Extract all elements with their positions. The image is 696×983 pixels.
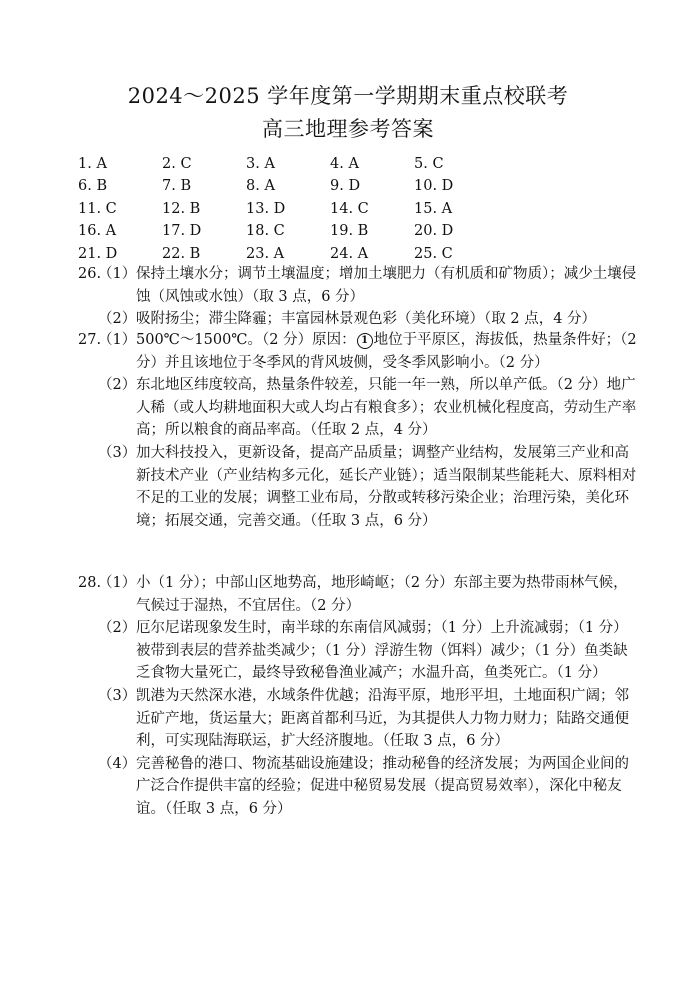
mc-answer: 21. D [78, 245, 118, 262]
answer-text-pre: 500℃～1500℃。（2 分）原因： [136, 332, 356, 348]
question-number: 26. [78, 266, 102, 282]
sub-answer [78, 308, 638, 331]
mc-answer: 11. C [78, 200, 117, 217]
question-26 [78, 263, 638, 331]
mc-answer: 12. B [162, 200, 201, 217]
mc-row [78, 175, 638, 197]
sub-answer-label: （1） [98, 266, 137, 282]
mc-answer: 4. A [330, 156, 359, 172]
multiple-choice-answers [78, 153, 638, 265]
mc-row [78, 220, 638, 242]
sub-answer-text: 保持土壤水分；调节土壤温度；增加土壤肥力（有机质和矿物质）；减少土壤侵蚀（风蚀或水蚀）（取 3 点，6 分） [136, 266, 637, 305]
sub-answer-label: （1） [98, 575, 137, 591]
exam-title: 2024～2025 学年度第一学期期末重点校联考 [127, 84, 569, 108]
sub-answer-text: 东北地区纬度较高，热量条件较差，只能一年一熟，所以单产低。（2 分）地广人稀（或人均耕地面积大或人均占有粮食多）；农业机械化程度高，劳动生产率高；所以粮食的商品率高。（任取 2 点，4 分） [136, 377, 637, 439]
mc-answer: 23. A [246, 245, 285, 262]
sub-answer-text: 完善秘鲁的港口、物流基础设施建设；推动秘鲁的经济发展；为两国企业间的广泛合作提供丰富的经验；促进中秘贸易发展（提高贸易效率），深化中秘友谊。（任取 3 点，6 分） [136, 755, 629, 817]
mc-answer: 7. B [162, 178, 192, 195]
sub-answer [78, 685, 638, 753]
sub-answer-label: （4） [98, 755, 137, 772]
mc-answer: 22. B [162, 245, 201, 262]
mc-answer: 17. D [162, 223, 202, 240]
sub-answer-text: 吸附扬尘；滞尘降霾；丰富园林景观色彩（美化环境）（取 2 点，4 分） [136, 311, 597, 328]
sub-answer [78, 329, 638, 374]
sub-answer-text [136, 329, 638, 374]
mc-answer: 3. A [246, 156, 275, 172]
sub-answer-text: 凯港为天然深水港，水域条件优越；沿海平原，地形平坦，土地面积广阔；邻近矿产地，货运量大；距离首都利马近，为其提供人力物力财力；陆路交通便利，可实现陆海联运，扩大经济腹地。（任取 3 点，6 分） [136, 687, 629, 750]
exam-subtitle: 高三地理参考答案 [262, 117, 434, 141]
answer-text-post: 地位于平原区，海拔低，热量条件好；（2 分）并且该地位于冬季风的背风坡侧，受冬季风影响小。（2 分） [136, 332, 637, 371]
mc-row [78, 198, 638, 220]
sub-answer-text: 加大科技投入，更新设备，提高产品质量；调整产业结构，发展第三产业和高新技术产业（产业结构多元化，延长产业链）；适当限制某些能耗大、原料相对不足的工业的发展；调整工业布局，分散或转移污染企业；治理污染，美化环境；拓展交通，完善交通。（任取 3 点，6 分） [136, 444, 637, 529]
mc-answer: 19. B [330, 223, 369, 240]
mc-answer: 16. A [78, 223, 117, 240]
question-28 [78, 572, 638, 821]
sub-answer-label: （3） [98, 444, 137, 461]
mc-answer: 18. C [246, 223, 285, 240]
mc-answer: 14. C [330, 200, 369, 217]
mc-row [78, 243, 638, 265]
mc-answer: 9. D [330, 178, 361, 195]
question-number: 28. [78, 575, 102, 591]
sub-answer-text: 厄尔尼诺现象发生时，南半球的东南信风减弱；（1 分）上升流减弱；（1 分）被带到表层的营养盐类减少；（1 分）浮游生物（饵料）减少；（1 分）鱼类缺乏食物大量死亡，最终导致秘鲁渔业减产；水温升高，鱼类死亡。（1 分） [136, 620, 628, 682]
mc-answer: 2. C [162, 156, 192, 172]
sub-answer [78, 753, 638, 821]
mc-answer: 8. A [246, 178, 275, 195]
sub-answer-label: （2） [98, 620, 137, 637]
sub-answer [78, 442, 638, 532]
circled-number-badge: 1 [357, 333, 373, 349]
mc-answer: 20. D [414, 223, 454, 240]
sub-answer-label: （2） [98, 311, 137, 328]
sub-answer-text: 小（1 分）；中部山区地势高，地形崎岖；（2 分）东部主要为热带雨林气候，气候过于湿热，不宜居住。（2 分） [136, 575, 628, 614]
sub-answer [78, 263, 638, 308]
mc-answer: 13. D [246, 200, 286, 217]
mc-answer: 25. C [414, 245, 453, 262]
mc-answer: 15. A [414, 200, 453, 217]
question-number: 27. [78, 332, 102, 348]
mc-answer: 6. B [78, 178, 108, 195]
mc-answer: 10. D [414, 178, 454, 195]
mc-answer: 5. C [414, 156, 444, 172]
mc-row [78, 153, 638, 175]
sub-answer-label: （1） [98, 332, 137, 348]
mc-answer: 1. A [78, 156, 107, 172]
sub-answer [78, 374, 638, 442]
mc-answer: 24. A [330, 245, 369, 262]
sub-answer-label: （2） [98, 377, 137, 394]
sub-answer-label: （3） [98, 687, 137, 704]
question-27 [78, 329, 638, 532]
sub-answer [78, 572, 638, 617]
sub-answer [78, 617, 638, 685]
